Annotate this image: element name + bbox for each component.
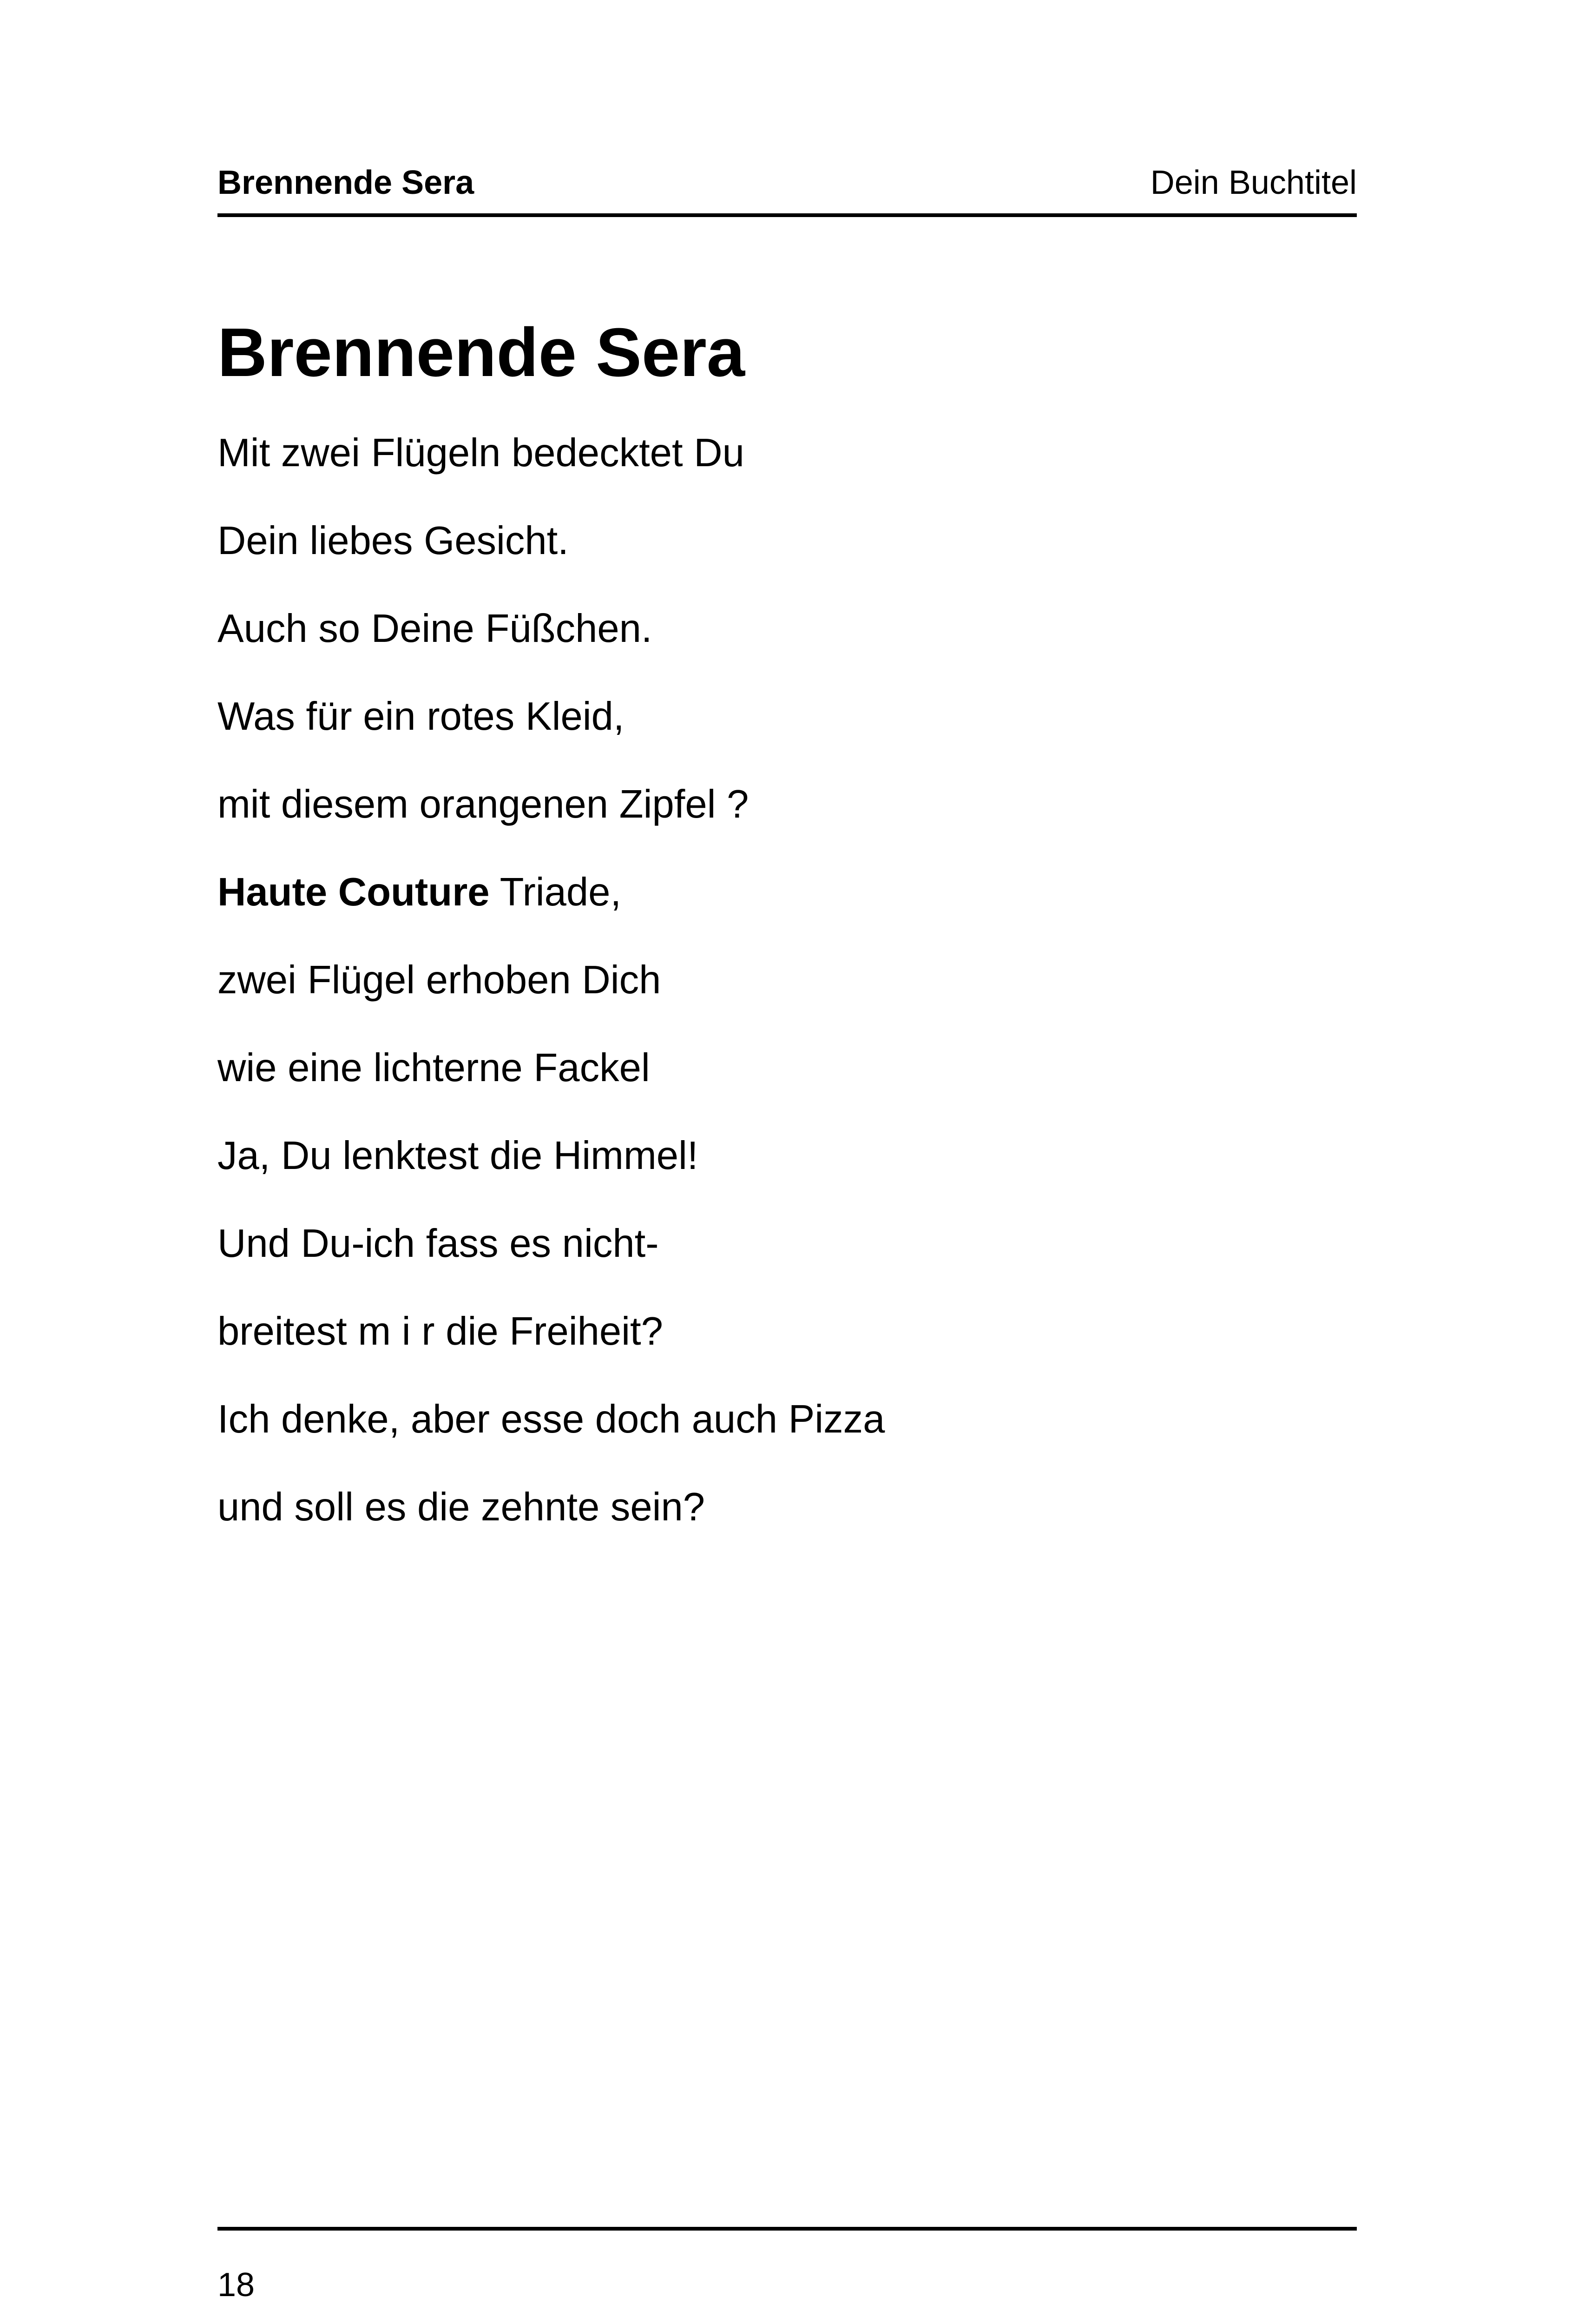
poem-line: Mit zwei Flügeln bedecktet Du <box>217 431 744 475</box>
poem-line: Und Du-ich fass es nicht- <box>217 1221 659 1266</box>
poem-line <box>217 872 885 960</box>
poem-line: und soll es die zehnte sein? <box>217 1485 705 1529</box>
poem-line: zwei Flügel erhoben Dich <box>217 958 661 1002</box>
poem-line: Was für ein rotes Kleid, <box>217 694 625 739</box>
header-chapter-title: Brennende Sera <box>217 164 474 201</box>
poem-title: Brennende Sera <box>217 314 745 391</box>
header-rule <box>217 213 1357 217</box>
poem-line: Ich denke, aber esse doch auch Pizza <box>217 1397 885 1441</box>
poem-line: Dein liebes Gesicht. <box>217 519 569 563</box>
poem-line: wie eine lichterne Fackel <box>217 1046 650 1090</box>
running-header <box>217 156 1357 216</box>
page-number: 18 <box>217 2266 255 2304</box>
footer-rule <box>217 2227 1357 2231</box>
bold-phrase: Haute Couture <box>217 870 490 914</box>
poem-line: Ja, Du lenktest die Himmel! <box>217 1134 698 1178</box>
poem-line: mit diesem orangenen Zipfel ? <box>217 782 749 826</box>
poem-line: Auch so Deine Füßchen. <box>217 607 652 651</box>
header-book-title: Dein Buchtitel <box>1150 164 1357 201</box>
line-rest: Triade, <box>489 870 622 914</box>
poem-line: breitest m i r die Freiheit? <box>217 1309 663 1353</box>
poem-body <box>217 433 885 1575</box>
